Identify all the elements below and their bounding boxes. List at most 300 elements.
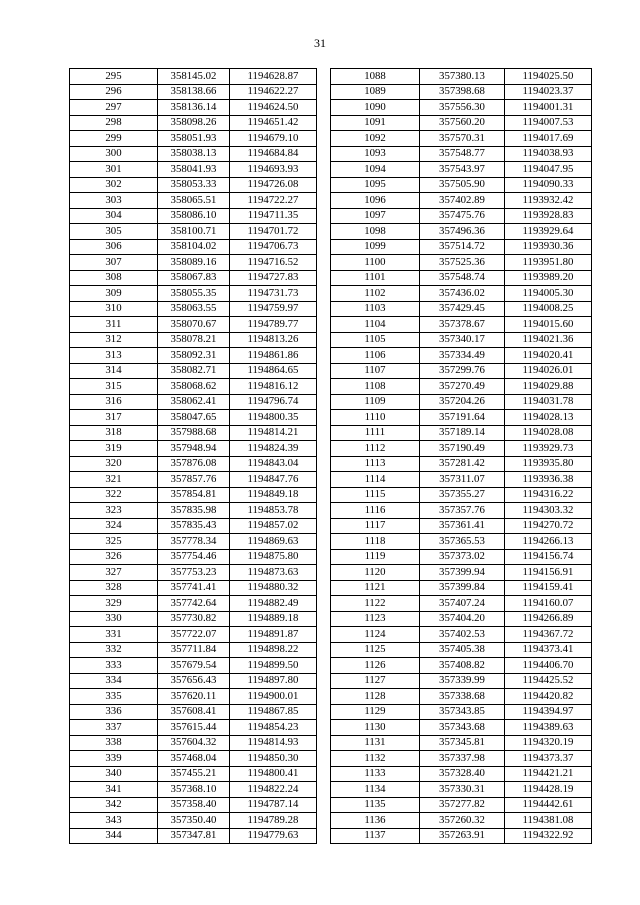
table-row bbox=[70, 797, 592, 813]
right-point-number: 1118 bbox=[331, 534, 420, 550]
right-point-number: 1110 bbox=[331, 410, 420, 426]
left-x-coordinate: 358053.33 bbox=[158, 177, 230, 193]
left-y-coordinate: 1194897.80 bbox=[230, 673, 317, 689]
table-row bbox=[70, 735, 592, 751]
column-gap bbox=[317, 286, 331, 302]
table-row bbox=[70, 425, 592, 441]
left-point-number: 341 bbox=[70, 782, 158, 798]
table-row bbox=[70, 224, 592, 240]
table-row bbox=[70, 766, 592, 782]
column-gap bbox=[317, 642, 331, 658]
left-y-coordinate: 1194814.93 bbox=[230, 735, 317, 751]
left-point-number: 344 bbox=[70, 828, 158, 844]
left-x-coordinate: 358047.65 bbox=[158, 410, 230, 426]
right-point-number: 1128 bbox=[331, 689, 420, 705]
right-point-number: 1117 bbox=[331, 518, 420, 534]
left-x-coordinate: 358038.13 bbox=[158, 146, 230, 162]
right-x-coordinate: 357398.68 bbox=[420, 84, 505, 100]
table-row bbox=[70, 689, 592, 705]
table-row bbox=[70, 348, 592, 364]
left-y-coordinate: 1194850.30 bbox=[230, 751, 317, 767]
column-gap bbox=[317, 565, 331, 581]
left-point-number: 333 bbox=[70, 658, 158, 674]
left-x-coordinate: 357347.81 bbox=[158, 828, 230, 844]
right-y-coordinate: 1194159.41 bbox=[505, 580, 592, 596]
left-x-coordinate: 357604.32 bbox=[158, 735, 230, 751]
table-row bbox=[70, 751, 592, 767]
table-row bbox=[70, 410, 592, 426]
right-y-coordinate: 1194303.32 bbox=[505, 503, 592, 519]
left-x-coordinate: 357711.84 bbox=[158, 642, 230, 658]
column-gap bbox=[317, 84, 331, 100]
left-x-coordinate: 357835.98 bbox=[158, 503, 230, 519]
right-point-number: 1120 bbox=[331, 565, 420, 581]
right-y-coordinate: 1194421.21 bbox=[505, 766, 592, 782]
left-x-coordinate: 357857.76 bbox=[158, 472, 230, 488]
left-y-coordinate: 1194622.27 bbox=[230, 84, 317, 100]
right-y-coordinate: 1194160.07 bbox=[505, 596, 592, 612]
column-gap bbox=[317, 410, 331, 426]
left-y-coordinate: 1194867.85 bbox=[230, 704, 317, 720]
left-y-coordinate: 1194900.01 bbox=[230, 689, 317, 705]
left-y-coordinate: 1194843.04 bbox=[230, 456, 317, 472]
right-y-coordinate: 1194156.91 bbox=[505, 565, 592, 581]
column-gap bbox=[317, 720, 331, 736]
left-x-coordinate: 357753.23 bbox=[158, 565, 230, 581]
table-row bbox=[70, 828, 592, 844]
left-y-coordinate: 1194789.28 bbox=[230, 813, 317, 829]
table-row bbox=[70, 379, 592, 395]
left-y-coordinate: 1194847.76 bbox=[230, 472, 317, 488]
table-row bbox=[70, 580, 592, 596]
left-x-coordinate: 357948.94 bbox=[158, 441, 230, 457]
left-point-number: 338 bbox=[70, 735, 158, 751]
left-point-number: 297 bbox=[70, 100, 158, 116]
left-x-coordinate: 358138.66 bbox=[158, 84, 230, 100]
left-point-number: 299 bbox=[70, 131, 158, 147]
table-row bbox=[70, 177, 592, 193]
table-row bbox=[70, 720, 592, 736]
table-row bbox=[70, 239, 592, 255]
right-x-coordinate: 357570.31 bbox=[420, 131, 505, 147]
left-point-number: 320 bbox=[70, 456, 158, 472]
right-x-coordinate: 357436.02 bbox=[420, 286, 505, 302]
left-y-coordinate: 1194651.42 bbox=[230, 115, 317, 131]
left-y-coordinate: 1194891.87 bbox=[230, 627, 317, 643]
column-gap bbox=[317, 193, 331, 209]
left-y-coordinate: 1194898.22 bbox=[230, 642, 317, 658]
left-y-coordinate: 1194800.35 bbox=[230, 410, 317, 426]
left-point-number: 336 bbox=[70, 704, 158, 720]
column-gap bbox=[317, 472, 331, 488]
left-y-coordinate: 1194861.86 bbox=[230, 348, 317, 364]
column-gap bbox=[317, 255, 331, 271]
left-y-coordinate: 1194824.39 bbox=[230, 441, 317, 457]
left-x-coordinate: 357620.11 bbox=[158, 689, 230, 705]
table-row bbox=[70, 534, 592, 550]
table-row bbox=[70, 286, 592, 302]
right-y-coordinate: 1194028.13 bbox=[505, 410, 592, 426]
right-x-coordinate: 357299.76 bbox=[420, 363, 505, 379]
column-gap bbox=[317, 596, 331, 612]
left-x-coordinate: 357754.46 bbox=[158, 549, 230, 565]
table-row bbox=[70, 611, 592, 627]
right-y-coordinate: 1194406.70 bbox=[505, 658, 592, 674]
left-y-coordinate: 1194727.83 bbox=[230, 270, 317, 286]
column-gap bbox=[317, 627, 331, 643]
right-y-coordinate: 1194090.33 bbox=[505, 177, 592, 193]
right-x-coordinate: 357277.82 bbox=[420, 797, 505, 813]
right-x-coordinate: 357548.77 bbox=[420, 146, 505, 162]
right-y-coordinate: 1194021.36 bbox=[505, 332, 592, 348]
left-x-coordinate: 358104.02 bbox=[158, 239, 230, 255]
right-y-coordinate: 1193932.42 bbox=[505, 193, 592, 209]
left-x-coordinate: 357615.44 bbox=[158, 720, 230, 736]
left-x-coordinate: 357778.34 bbox=[158, 534, 230, 550]
column-gap bbox=[317, 813, 331, 829]
table-row bbox=[70, 394, 592, 410]
right-point-number: 1123 bbox=[331, 611, 420, 627]
left-y-coordinate: 1194731.73 bbox=[230, 286, 317, 302]
left-point-number: 315 bbox=[70, 379, 158, 395]
left-y-coordinate: 1194822.24 bbox=[230, 782, 317, 798]
left-x-coordinate: 357350.40 bbox=[158, 813, 230, 829]
left-point-number: 307 bbox=[70, 255, 158, 271]
column-gap bbox=[317, 549, 331, 565]
right-y-coordinate: 1193936.38 bbox=[505, 472, 592, 488]
right-x-coordinate: 357402.53 bbox=[420, 627, 505, 643]
right-x-coordinate: 357330.31 bbox=[420, 782, 505, 798]
left-point-number: 340 bbox=[70, 766, 158, 782]
column-gap bbox=[317, 751, 331, 767]
left-point-number: 321 bbox=[70, 472, 158, 488]
right-x-coordinate: 357380.13 bbox=[420, 69, 505, 85]
right-y-coordinate: 1194316.22 bbox=[505, 487, 592, 503]
right-point-number: 1095 bbox=[331, 177, 420, 193]
right-x-coordinate: 357340.17 bbox=[420, 332, 505, 348]
column-gap bbox=[317, 208, 331, 224]
left-y-coordinate: 1194726.08 bbox=[230, 177, 317, 193]
left-y-coordinate: 1194679.10 bbox=[230, 131, 317, 147]
right-x-coordinate: 357190.49 bbox=[420, 441, 505, 457]
column-gap bbox=[317, 689, 331, 705]
right-point-number: 1129 bbox=[331, 704, 420, 720]
column-gap bbox=[317, 797, 331, 813]
right-point-number: 1089 bbox=[331, 84, 420, 100]
table-row bbox=[70, 596, 592, 612]
left-point-number: 296 bbox=[70, 84, 158, 100]
right-x-coordinate: 357357.76 bbox=[420, 503, 505, 519]
left-point-number: 328 bbox=[70, 580, 158, 596]
right-x-coordinate: 357399.94 bbox=[420, 565, 505, 581]
column-gap bbox=[317, 100, 331, 116]
left-point-number: 337 bbox=[70, 720, 158, 736]
table-row bbox=[70, 270, 592, 286]
left-point-number: 330 bbox=[70, 611, 158, 627]
table-row bbox=[70, 704, 592, 720]
left-y-coordinate: 1194716.52 bbox=[230, 255, 317, 271]
right-point-number: 1104 bbox=[331, 317, 420, 333]
coordinates-table-body bbox=[70, 69, 592, 844]
left-x-coordinate: 358078.21 bbox=[158, 332, 230, 348]
left-x-coordinate: 358070.67 bbox=[158, 317, 230, 333]
right-y-coordinate: 1194023.37 bbox=[505, 84, 592, 100]
right-point-number: 1094 bbox=[331, 162, 420, 178]
right-x-coordinate: 357399.84 bbox=[420, 580, 505, 596]
left-y-coordinate: 1194880.32 bbox=[230, 580, 317, 596]
table-row bbox=[70, 813, 592, 829]
table-row bbox=[70, 658, 592, 674]
left-y-coordinate: 1194869.63 bbox=[230, 534, 317, 550]
left-x-coordinate: 357468.04 bbox=[158, 751, 230, 767]
right-x-coordinate: 357361.41 bbox=[420, 518, 505, 534]
left-point-number: 325 bbox=[70, 534, 158, 550]
right-point-number: 1124 bbox=[331, 627, 420, 643]
column-gap bbox=[317, 177, 331, 193]
right-point-number: 1111 bbox=[331, 425, 420, 441]
left-x-coordinate: 357455.21 bbox=[158, 766, 230, 782]
right-point-number: 1100 bbox=[331, 255, 420, 271]
left-x-coordinate: 357741.41 bbox=[158, 580, 230, 596]
right-y-coordinate: 1194005.30 bbox=[505, 286, 592, 302]
right-x-coordinate: 357405.38 bbox=[420, 642, 505, 658]
left-point-number: 314 bbox=[70, 363, 158, 379]
left-y-coordinate: 1194864.65 bbox=[230, 363, 317, 379]
left-y-coordinate: 1194684.84 bbox=[230, 146, 317, 162]
left-point-number: 304 bbox=[70, 208, 158, 224]
left-x-coordinate: 357730.82 bbox=[158, 611, 230, 627]
right-y-coordinate: 1193929.73 bbox=[505, 441, 592, 457]
right-point-number: 1093 bbox=[331, 146, 420, 162]
right-y-coordinate: 1194373.41 bbox=[505, 642, 592, 658]
table-row bbox=[70, 782, 592, 798]
right-y-coordinate: 1194007.53 bbox=[505, 115, 592, 131]
right-x-coordinate: 357263.91 bbox=[420, 828, 505, 844]
right-point-number: 1133 bbox=[331, 766, 420, 782]
left-y-coordinate: 1194796.74 bbox=[230, 394, 317, 410]
right-y-coordinate: 1194008.25 bbox=[505, 301, 592, 317]
left-x-coordinate: 357358.40 bbox=[158, 797, 230, 813]
right-y-coordinate: 1194031.78 bbox=[505, 394, 592, 410]
right-y-coordinate: 1193929.64 bbox=[505, 224, 592, 240]
right-x-coordinate: 357402.89 bbox=[420, 193, 505, 209]
right-point-number: 1137 bbox=[331, 828, 420, 844]
table-row bbox=[70, 317, 592, 333]
right-point-number: 1127 bbox=[331, 673, 420, 689]
table-row bbox=[70, 162, 592, 178]
table-row bbox=[70, 146, 592, 162]
column-gap bbox=[317, 270, 331, 286]
right-y-coordinate: 1194026.01 bbox=[505, 363, 592, 379]
table-row bbox=[70, 255, 592, 271]
left-x-coordinate: 358067.83 bbox=[158, 270, 230, 286]
right-point-number: 1131 bbox=[331, 735, 420, 751]
table-row bbox=[70, 673, 592, 689]
right-y-coordinate: 1194017.69 bbox=[505, 131, 592, 147]
left-point-number: 335 bbox=[70, 689, 158, 705]
left-x-coordinate: 358068.62 bbox=[158, 379, 230, 395]
right-point-number: 1135 bbox=[331, 797, 420, 813]
left-x-coordinate: 357742.64 bbox=[158, 596, 230, 612]
left-point-number: 339 bbox=[70, 751, 158, 767]
left-y-coordinate: 1194628.87 bbox=[230, 69, 317, 85]
column-gap bbox=[317, 487, 331, 503]
table-row bbox=[70, 518, 592, 534]
column-gap bbox=[317, 658, 331, 674]
right-x-coordinate: 357270.49 bbox=[420, 379, 505, 395]
left-point-number: 334 bbox=[70, 673, 158, 689]
left-point-number: 295 bbox=[70, 69, 158, 85]
right-y-coordinate: 1194420.82 bbox=[505, 689, 592, 705]
left-point-number: 298 bbox=[70, 115, 158, 131]
coordinates-table bbox=[69, 68, 592, 844]
left-y-coordinate: 1194701.72 bbox=[230, 224, 317, 240]
page-number: 31 bbox=[314, 36, 326, 50]
left-x-coordinate: 357854.81 bbox=[158, 487, 230, 503]
left-point-number: 305 bbox=[70, 224, 158, 240]
column-gap bbox=[317, 503, 331, 519]
right-x-coordinate: 357345.81 bbox=[420, 735, 505, 751]
right-x-coordinate: 357496.36 bbox=[420, 224, 505, 240]
right-point-number: 1136 bbox=[331, 813, 420, 829]
right-x-coordinate: 357556.30 bbox=[420, 100, 505, 116]
right-y-coordinate: 1194373.37 bbox=[505, 751, 592, 767]
right-y-coordinate: 1194047.95 bbox=[505, 162, 592, 178]
right-point-number: 1091 bbox=[331, 115, 420, 131]
left-point-number: 306 bbox=[70, 239, 158, 255]
left-x-coordinate: 358089.16 bbox=[158, 255, 230, 271]
column-gap bbox=[317, 301, 331, 317]
left-point-number: 318 bbox=[70, 425, 158, 441]
right-y-coordinate: 1194025.50 bbox=[505, 69, 592, 85]
left-point-number: 327 bbox=[70, 565, 158, 581]
right-x-coordinate: 357355.27 bbox=[420, 487, 505, 503]
right-point-number: 1101 bbox=[331, 270, 420, 286]
column-gap bbox=[317, 131, 331, 147]
left-x-coordinate: 357656.43 bbox=[158, 673, 230, 689]
column-gap bbox=[317, 69, 331, 85]
right-y-coordinate: 1194381.08 bbox=[505, 813, 592, 829]
right-point-number: 1125 bbox=[331, 642, 420, 658]
right-point-number: 1092 bbox=[331, 131, 420, 147]
left-point-number: 312 bbox=[70, 332, 158, 348]
right-x-coordinate: 357560.20 bbox=[420, 115, 505, 131]
right-point-number: 1099 bbox=[331, 239, 420, 255]
left-point-number: 317 bbox=[70, 410, 158, 426]
left-x-coordinate: 357876.08 bbox=[158, 456, 230, 472]
table-row bbox=[70, 363, 592, 379]
column-gap bbox=[317, 580, 331, 596]
right-x-coordinate: 357343.68 bbox=[420, 720, 505, 736]
left-y-coordinate: 1194722.27 bbox=[230, 193, 317, 209]
left-x-coordinate: 358100.71 bbox=[158, 224, 230, 240]
right-y-coordinate: 1193989.20 bbox=[505, 270, 592, 286]
right-x-coordinate: 357281.42 bbox=[420, 456, 505, 472]
right-point-number: 1112 bbox=[331, 441, 420, 457]
right-point-number: 1108 bbox=[331, 379, 420, 395]
column-gap bbox=[317, 456, 331, 472]
table-row bbox=[70, 100, 592, 116]
right-y-coordinate: 1194394.97 bbox=[505, 704, 592, 720]
left-x-coordinate: 358065.51 bbox=[158, 193, 230, 209]
left-x-coordinate: 358092.31 bbox=[158, 348, 230, 364]
left-point-number: 316 bbox=[70, 394, 158, 410]
left-y-coordinate: 1194873.63 bbox=[230, 565, 317, 581]
table-row bbox=[70, 565, 592, 581]
left-point-number: 300 bbox=[70, 146, 158, 162]
right-y-coordinate: 1194428.19 bbox=[505, 782, 592, 798]
right-y-coordinate: 1194425.52 bbox=[505, 673, 592, 689]
table-row bbox=[70, 131, 592, 147]
right-x-coordinate: 357337.98 bbox=[420, 751, 505, 767]
left-x-coordinate: 358145.02 bbox=[158, 69, 230, 85]
left-x-coordinate: 358136.14 bbox=[158, 100, 230, 116]
table-row bbox=[70, 627, 592, 643]
table-row bbox=[70, 456, 592, 472]
left-x-coordinate: 358063.55 bbox=[158, 301, 230, 317]
right-point-number: 1097 bbox=[331, 208, 420, 224]
right-x-coordinate: 357475.76 bbox=[420, 208, 505, 224]
column-gap bbox=[317, 162, 331, 178]
right-y-coordinate: 1194015.60 bbox=[505, 317, 592, 333]
left-point-number: 301 bbox=[70, 162, 158, 178]
right-x-coordinate: 357378.67 bbox=[420, 317, 505, 333]
left-y-coordinate: 1194814.21 bbox=[230, 425, 317, 441]
left-point-number: 310 bbox=[70, 301, 158, 317]
right-y-coordinate: 1194001.31 bbox=[505, 100, 592, 116]
left-point-number: 343 bbox=[70, 813, 158, 829]
right-point-number: 1121 bbox=[331, 580, 420, 596]
left-y-coordinate: 1194849.18 bbox=[230, 487, 317, 503]
right-x-coordinate: 357365.53 bbox=[420, 534, 505, 550]
table-row bbox=[70, 472, 592, 488]
column-gap bbox=[317, 348, 331, 364]
left-x-coordinate: 357988.68 bbox=[158, 425, 230, 441]
right-point-number: 1116 bbox=[331, 503, 420, 519]
right-y-coordinate: 1193935.80 bbox=[505, 456, 592, 472]
right-x-coordinate: 357525.36 bbox=[420, 255, 505, 271]
right-point-number: 1132 bbox=[331, 751, 420, 767]
column-gap bbox=[317, 782, 331, 798]
right-x-coordinate: 357260.32 bbox=[420, 813, 505, 829]
table-row bbox=[70, 549, 592, 565]
right-point-number: 1114 bbox=[331, 472, 420, 488]
table-row bbox=[70, 115, 592, 131]
left-y-coordinate: 1194899.50 bbox=[230, 658, 317, 674]
table-row bbox=[70, 84, 592, 100]
right-point-number: 1109 bbox=[331, 394, 420, 410]
left-y-coordinate: 1194711.35 bbox=[230, 208, 317, 224]
right-x-coordinate: 357429.45 bbox=[420, 301, 505, 317]
table-row bbox=[70, 487, 592, 503]
table-row bbox=[70, 332, 592, 348]
right-point-number: 1126 bbox=[331, 658, 420, 674]
right-y-coordinate: 1194442.61 bbox=[505, 797, 592, 813]
left-y-coordinate: 1194857.02 bbox=[230, 518, 317, 534]
right-x-coordinate: 357328.40 bbox=[420, 766, 505, 782]
left-point-number: 323 bbox=[70, 503, 158, 519]
left-point-number: 313 bbox=[70, 348, 158, 364]
left-y-coordinate: 1194816.12 bbox=[230, 379, 317, 395]
column-gap bbox=[317, 704, 331, 720]
left-y-coordinate: 1194706.73 bbox=[230, 239, 317, 255]
right-y-coordinate: 1193951.80 bbox=[505, 255, 592, 271]
right-point-number: 1098 bbox=[331, 224, 420, 240]
right-point-number: 1090 bbox=[331, 100, 420, 116]
left-point-number: 342 bbox=[70, 797, 158, 813]
left-point-number: 332 bbox=[70, 642, 158, 658]
right-point-number: 1105 bbox=[331, 332, 420, 348]
